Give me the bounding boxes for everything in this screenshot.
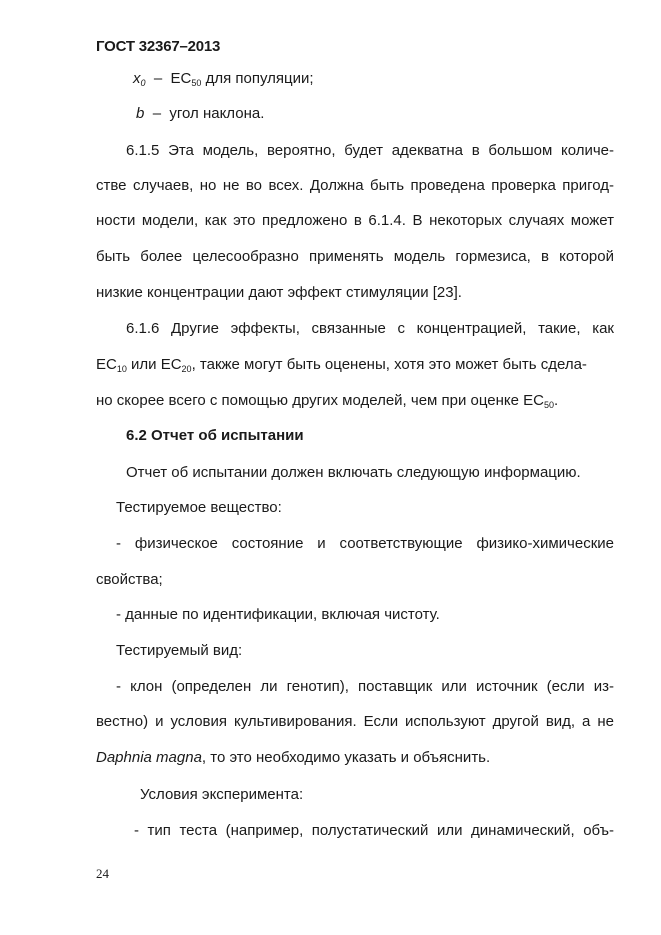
- paragraph-616-line: 6.1.6 Другие эффекты, связанные с концентрацией, такие, как: [126, 320, 614, 337]
- definition-x0: $x_0 - EC_{50}$ для популяции;: [133, 70, 314, 88]
- page-number: 24: [96, 866, 109, 881]
- paragraph-616-line: но скорее всего с помощью других моделей, чем при оценке $EC_{50}$.: [96, 392, 559, 410]
- list-item-continuation: Daphnia magna, то это необходимо указать и объяснить.: [96, 749, 491, 766]
- paragraph-615-line: стве случаев, но не во всех. Должна быть проведена проверка пригод-: [96, 177, 614, 194]
- paragraph-615-line: ности модели, как это предложено в 6.1.4. В некоторых случаях может: [96, 212, 614, 229]
- document-header: ГОСТ 32367–2013: [96, 38, 221, 55]
- list-item: - физическое состояние и соответствующие физико-химические: [116, 535, 614, 552]
- definition-b: b – угол наклона.: [136, 105, 265, 122]
- section-heading: 6.2 Отчет об испытании: [126, 427, 304, 444]
- paragraph-615-line: 6.1.5 Эта модель, вероятно, будет адекватна в большом количе-: [126, 142, 614, 159]
- paragraph-616-line: $EC_{10}$ или $EC_{20}$, также могут быть оценены, хотя это может быть сдела-: [96, 356, 587, 374]
- species-heading: Тестируемый вид:: [116, 642, 243, 659]
- paragraph-615-line: быть более целесообразно применять модель гормезиса, в которой: [96, 248, 614, 265]
- list-item: - тип теста (например, полустатический или динамический, объ-: [134, 822, 614, 839]
- paragraph-615-line: низкие концентрации дают эффект стимуляции [23].: [96, 284, 462, 301]
- list-item-continuation: свойства;: [96, 571, 163, 588]
- conditions-heading: Условия эксперимента:: [140, 786, 304, 803]
- species-name: Daphnia magna: [96, 749, 202, 766]
- list-item: - клон (определен ли генотип), поставщик или источник (если из-: [116, 678, 614, 695]
- report-intro: Отчет об испытании должен включать следующую информацию.: [126, 464, 581, 481]
- substance-heading: Тестируемое вещество:: [116, 499, 282, 516]
- list-item: - данные по идентификации, включая чистоту.: [116, 606, 440, 623]
- list-item-continuation: вестно) и условия культивирования. Если используют другой вид, а не: [96, 713, 614, 730]
